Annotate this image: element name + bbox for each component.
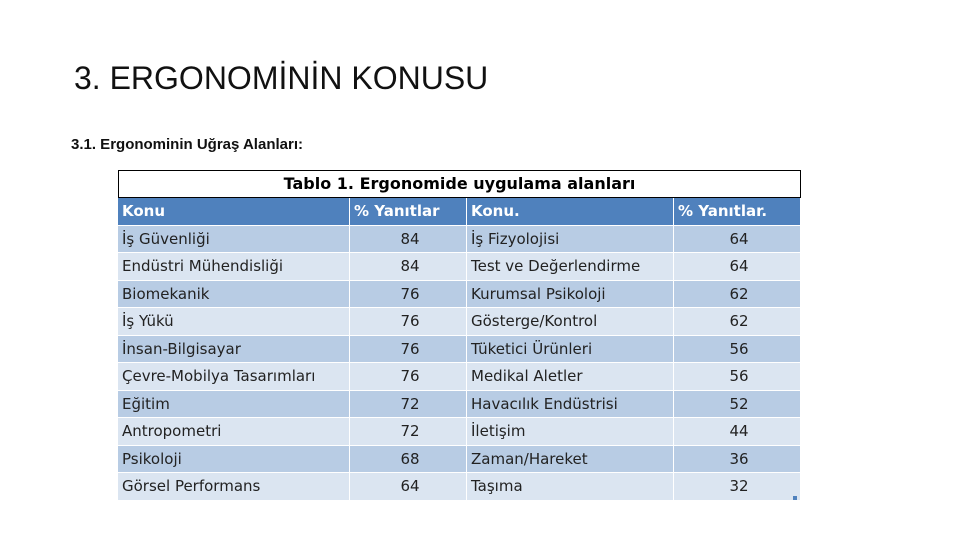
table-cell: İş Yükü — [118, 308, 350, 335]
table-row — [118, 473, 801, 501]
table-cell: 76 — [350, 336, 467, 363]
ergonomics-table — [118, 170, 801, 501]
table-cell: 62 — [674, 308, 801, 335]
table-cell: Gösterge/Kontrol — [467, 308, 674, 335]
table-row — [118, 363, 801, 391]
section-subtitle: 3.1. Ergonominin Uğraş Alanları: — [71, 136, 303, 153]
table-row — [118, 418, 801, 446]
header-cell: % Yanıtlar. — [674, 198, 801, 225]
table-cell: 76 — [350, 308, 467, 335]
header-cell: Konu — [118, 198, 350, 225]
table-cell: 76 — [350, 363, 467, 390]
table-cell: Görsel Performans — [118, 473, 350, 500]
table-cell: 36 — [674, 446, 801, 473]
table-cell: 44 — [674, 418, 801, 445]
table-cell: İletişim — [467, 418, 674, 445]
table-cell: Medikal Aletler — [467, 363, 674, 390]
table-row — [118, 391, 801, 419]
slide-title: 3. ERGONOMİNİN KONUSU — [74, 60, 489, 96]
table-cell: Endüstri Mühendisliği — [118, 253, 350, 280]
table-caption: Tablo 1. Ergonomide uygulama alanları — [118, 170, 801, 198]
resize-handle-icon — [793, 496, 797, 500]
table-row — [118, 226, 801, 254]
table-cell: 72 — [350, 418, 467, 445]
table-row — [118, 253, 801, 281]
table-cell: 84 — [350, 226, 467, 253]
table-cell: 56 — [674, 336, 801, 363]
header-cell: Konu. — [467, 198, 674, 225]
table-cell: 52 — [674, 391, 801, 418]
table-cell: Zaman/Hareket — [467, 446, 674, 473]
table-cell: 62 — [674, 281, 801, 308]
table-cell: Taşıma — [467, 473, 674, 500]
table-cell: 64 — [674, 253, 801, 280]
table-cell: Havacılık Endüstrisi — [467, 391, 674, 418]
table-cell: Biomekanik — [118, 281, 350, 308]
table-cell: İnsan-Bilgisayar — [118, 336, 350, 363]
table-cell: Kurumsal Psikoloji — [467, 281, 674, 308]
table-cell: 84 — [350, 253, 467, 280]
table-cell: Çevre-Mobilya Tasarımları — [118, 363, 350, 390]
table-row — [118, 446, 801, 474]
table-header-row — [118, 198, 801, 226]
table-cell: İş Fizyolojisi — [467, 226, 674, 253]
table-row — [118, 308, 801, 336]
header-cell: % Yanıtlar — [350, 198, 467, 225]
table-cell: 56 — [674, 363, 801, 390]
table-cell: 32 — [674, 473, 801, 500]
table-cell: Eğitim — [118, 391, 350, 418]
table-cell: Antropometri — [118, 418, 350, 445]
table-cell: 76 — [350, 281, 467, 308]
table-cell: Psikoloji — [118, 446, 350, 473]
table-cell: Test ve Değerlendirme — [467, 253, 674, 280]
table-row — [118, 281, 801, 309]
table-cell: 64 — [350, 473, 467, 500]
table-cell: İş Güvenliği — [118, 226, 350, 253]
table-cell: 68 — [350, 446, 467, 473]
table-cell: Tüketici Ürünleri — [467, 336, 674, 363]
table-row — [118, 336, 801, 364]
table-cell: 64 — [674, 226, 801, 253]
table-cell: 72 — [350, 391, 467, 418]
